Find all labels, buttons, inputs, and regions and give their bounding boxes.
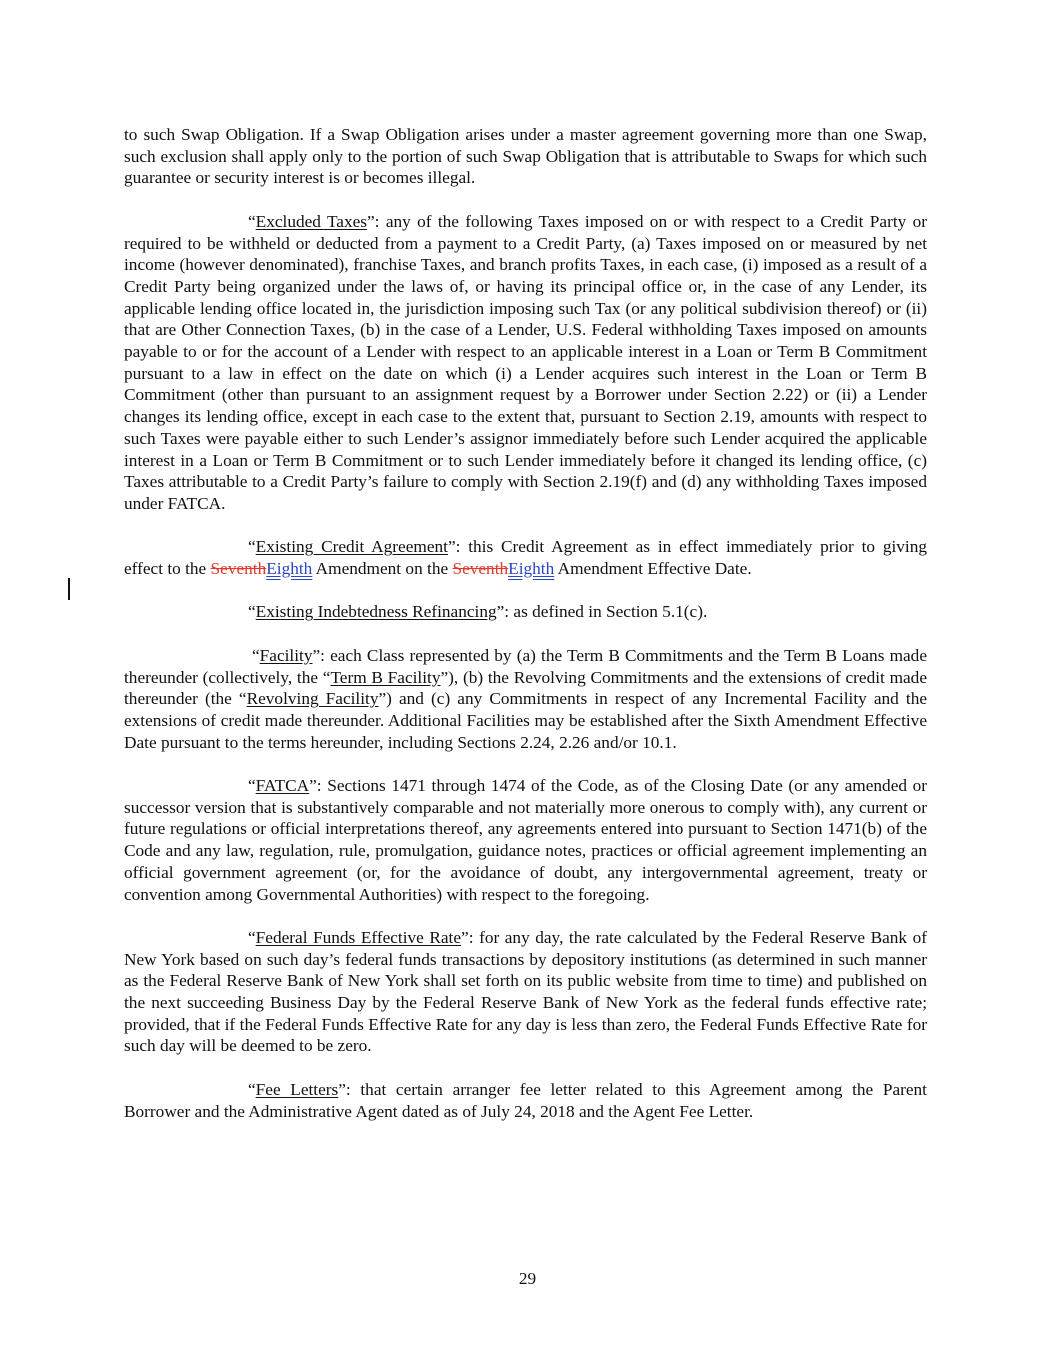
definition-text: any of the following Taxes imposed on or with respect to a Credit Party or required to be withheld or deducted from a payment to a Credit Party, (a) Taxes imposed on or measured by net income (however denominated), franchise Taxes, and branch profits Taxes, in each case, (i) imposed as a result of a Credit Party being organized under the laws of, or having its principal office or, in the case of any Lender, its applicable lending office located in, the jurisdiction imposing such Tax (or any political subdivision thereof) or (ii) that are Other Connection Taxes, (b) in the case of a Lender, U.S. Federal withholding Taxes imposed on amounts payable to or for the account of a Lender with respect to an applicable interest in a Loan or Term B Commitment pursuant to a law in effect on the date on which (i) a Lender acquires such interest in the Loan or Term B Commitment (other than pursuant to an assignment request by a Borrower under Section 2.22) or (ii) a Lender changes its lending office, except in each case to the extent that, pursuant to Section 2.19, amounts with respect to such Taxes were payable either to such Lender’s assignor immediately before such Lender acquired the applicable interest in a Loan or Term B Commitment or to such Lender immediately before it changed its lending office, (c) Taxes attributable to a Credit Party’s failure to comply with Section 2.19(f) and (d) any withholding Taxes imposed under FATCA. (124, 211, 928, 513)
definition-text: ”) and (c) any Commitments in respect of any Incremental Facility and the extensions of credit made thereunder. Additional Facilities may be established after the Sixth Amendment Effective Date pursuant to the terms hereunder, including Sections 2.24, 2.26 and/or 10.1. (124, 689, 928, 752)
definition-text: Amendment Effective Date. (554, 559, 752, 579)
definition-text: each Class represented by (a) the Term B Commitments and the Term B Loans made thereunder (collectively, the “ (124, 645, 927, 687)
open-quote: “ (248, 927, 256, 947)
defined-term: Fee Letters (255, 1079, 339, 1099)
definition-text: ”), (b) the Revolving Commitments and the extensions of credit made thereunder (the “ (124, 667, 927, 709)
open-quote: “ (248, 776, 256, 796)
close-quote: ”: (496, 602, 510, 622)
revision-change-bar (68, 578, 70, 600)
close-quote: ”: (309, 776, 322, 796)
document-page (124, 124, 927, 1144)
close-quote: ”: (367, 211, 380, 231)
inserted-text: Eighth (266, 559, 313, 579)
defined-term: Existing Indebtedness Refinancing (255, 602, 497, 622)
definition-existing-credit-agreement (124, 536, 927, 579)
definition-fatca (124, 775, 927, 905)
close-quote: ”: (312, 645, 325, 665)
defined-term: Revolving Facility (246, 689, 379, 709)
open-quote: “ (248, 1079, 256, 1099)
defined-term: FATCA (255, 776, 310, 796)
close-quote: ”: (447, 537, 461, 557)
definition-fee-letters (124, 1079, 927, 1122)
page-number: 29 (518, 1269, 537, 1288)
definition-text: Amendment on the (312, 559, 453, 579)
defined-term: Federal Funds Effective Rate (255, 927, 462, 947)
open-quote: “ (248, 602, 256, 622)
deleted-text: Seventh (452, 559, 509, 579)
definition-facility (124, 645, 927, 754)
definition-text: Sections 1471 through 1474 of the Code, as of the Closing Date (or any amended or successor version that is substantively comparable and not materially more onerous to comply with), any current or future regulations or official interpretations thereof, any agreements entered into pursuant to Section 1471(b) of the Code and any law, regulation, rule, promulgation, guidance notes, practices or official agreement implementing an official government agreement (or, for the avoidance of doubt, any intergovernmental agreement, treaty or convention among Governmental Authorities) with respect to the foregoing. (124, 776, 927, 904)
definition-federal-funds-effective-rate (124, 927, 927, 1057)
defined-term: Facility (259, 645, 313, 665)
definition-text: as defined in Section 5.1(c). (509, 602, 708, 622)
close-quote: ”: (461, 927, 474, 947)
definition-text: this Credit Agreement as in effect immediately prior to giving effect to the (124, 537, 928, 579)
inserted-text: Eighth (508, 559, 555, 579)
definition-text: that certain arranger fee letter related to this Agreement among the Parent Borrower and the Administrative Agent dated as of July 24, 2018 and the Agent Fee Letter. (124, 1079, 927, 1121)
paragraph-swap-obligation (124, 124, 927, 189)
definition-excluded-taxes (124, 211, 927, 515)
open-quote: “ (248, 537, 256, 557)
defined-term: Term B Facility (330, 667, 441, 687)
defined-term: Existing Credit Agreement (255, 537, 448, 557)
open-quote: “ (252, 645, 260, 665)
defined-term: Excluded Taxes (255, 211, 368, 231)
open-quote: “ (248, 211, 256, 231)
deleted-text: Seventh (210, 559, 267, 579)
definition-text: for any day, the rate calculated by the Federal Reserve Bank of New York based on such day’s federal funds transactions by depository institutions (as determined in such manner as the Federal Reserve Bank of New York shall set forth on its public website from time to time) and published on the next succeeding Business Day by the Federal Reserve Bank of New York as the federal funds effective rate; provided, that if the Federal Funds Effective Rate for any day is less than zero, the Federal Funds Effective Rate for such day will be deemed to be zero. (124, 927, 928, 1056)
close-quote: ”: (338, 1079, 351, 1099)
paragraph-text: to such Swap Obligation. If a Swap Obligation arises under a master agreement governing more than one Swap, such exclusion shall apply only to the portion of such Swap Obligation that is attributable to Swaps for which such guarantee or security interest is or becomes illegal. (124, 125, 927, 188)
definition-existing-indebtedness-refinancing (124, 601, 927, 623)
